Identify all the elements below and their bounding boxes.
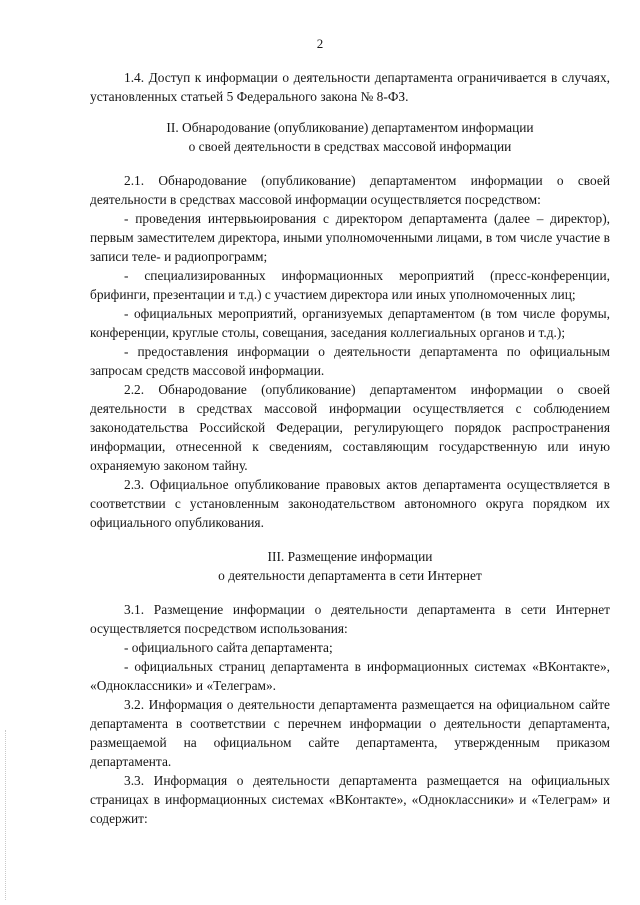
section-3-heading-line-2: о деятельности департамента в сети Интернет bbox=[218, 568, 482, 583]
paragraph-2-3: 2.3. Официальное опубликование правовых актов департамента осуществляется в соответствии с установленным законодательством автономного округа порядком их официального опубликования. bbox=[90, 477, 610, 530]
paragraph-2-1: 2.1. Обнародование (опубликование) департаментом информации о своей деятельности в средствах массовой информации осуществляется посредством: bbox=[90, 173, 610, 207]
paragraph-3-1: 3.1. Размещение информации о деятельности департамента в сети Интернет осуществляется посредством использования: bbox=[90, 602, 610, 636]
list-item-2-1-d: - предоставления информации о деятельности департамента по официальным запросам средств массовой информации. bbox=[90, 344, 610, 378]
paragraph-3-2: 3.2. Информация о деятельности департамента размещается на официальном сайте департамента в соответствии с перечнем информации о деятельности департамента, размещаемой на официальном сайте департамента, утвержденным приказом департамента. bbox=[90, 697, 610, 769]
section-2-heading-line-2: о своей деятельности в средствах массовой информации bbox=[188, 139, 512, 154]
paragraph-3-3: 3.3. Информация о деятельности департамента размещается на официальных страницах в информационных системах «ВКонтакте», «Одноклассники» и «Телеграм» и содержит: bbox=[90, 773, 610, 826]
paragraph-2-2: 2.2. Обнародование (опубликование) департаментом информации о своей деятельности в средствах массовой информации осуществляется с соблюдением законодательства Российской Федерации, регулирующего порядок распространения информации, отнесенной к сведениям, составляющим государственную или иную охраняемую законом тайну. bbox=[90, 382, 610, 473]
list-item-2-1-c: - официальных мероприятий, организуемых департаментом (в том числе форумы, конференции, круглые столы, совещания, заседания коллегиальных органов и т.д.); bbox=[90, 306, 610, 340]
page-number: 2 bbox=[316, 36, 324, 51]
document-body bbox=[90, 68, 610, 828]
list-item-2-1-b: - специализированных информационных мероприятий (пресс-конференции, брифинги, презентации и т.д.) с участием директора или иных уполномоченных лиц; bbox=[90, 268, 610, 302]
list-item-3-1-a: - официального сайта департамента; bbox=[124, 640, 333, 655]
section-3-heading-line-1: III. Размещение информации bbox=[267, 549, 433, 564]
binding-margin-line bbox=[5, 730, 7, 900]
list-item-3-1-b: - официальных страниц департамента в информационных системах «ВКонтакте», «Одноклассники» и «Телеграм». bbox=[90, 659, 610, 693]
list-item-2-1-a: - проведения интервьюирования с директором департамента (далее – директор), первым заместителем директора, иными уполномоченными лицами, в том числе участие в записи теле- и радиопрограмм; bbox=[90, 211, 610, 264]
paragraph-1-4: 1.4. Доступ к информации о деятельности департамента ограничивается в случаях, установленных статьей 5 Федерального закона № 8-ФЗ. bbox=[90, 70, 610, 104]
section-2-heading-line-1: II. Обнародование (опубликование) департаментом информации bbox=[166, 120, 534, 135]
